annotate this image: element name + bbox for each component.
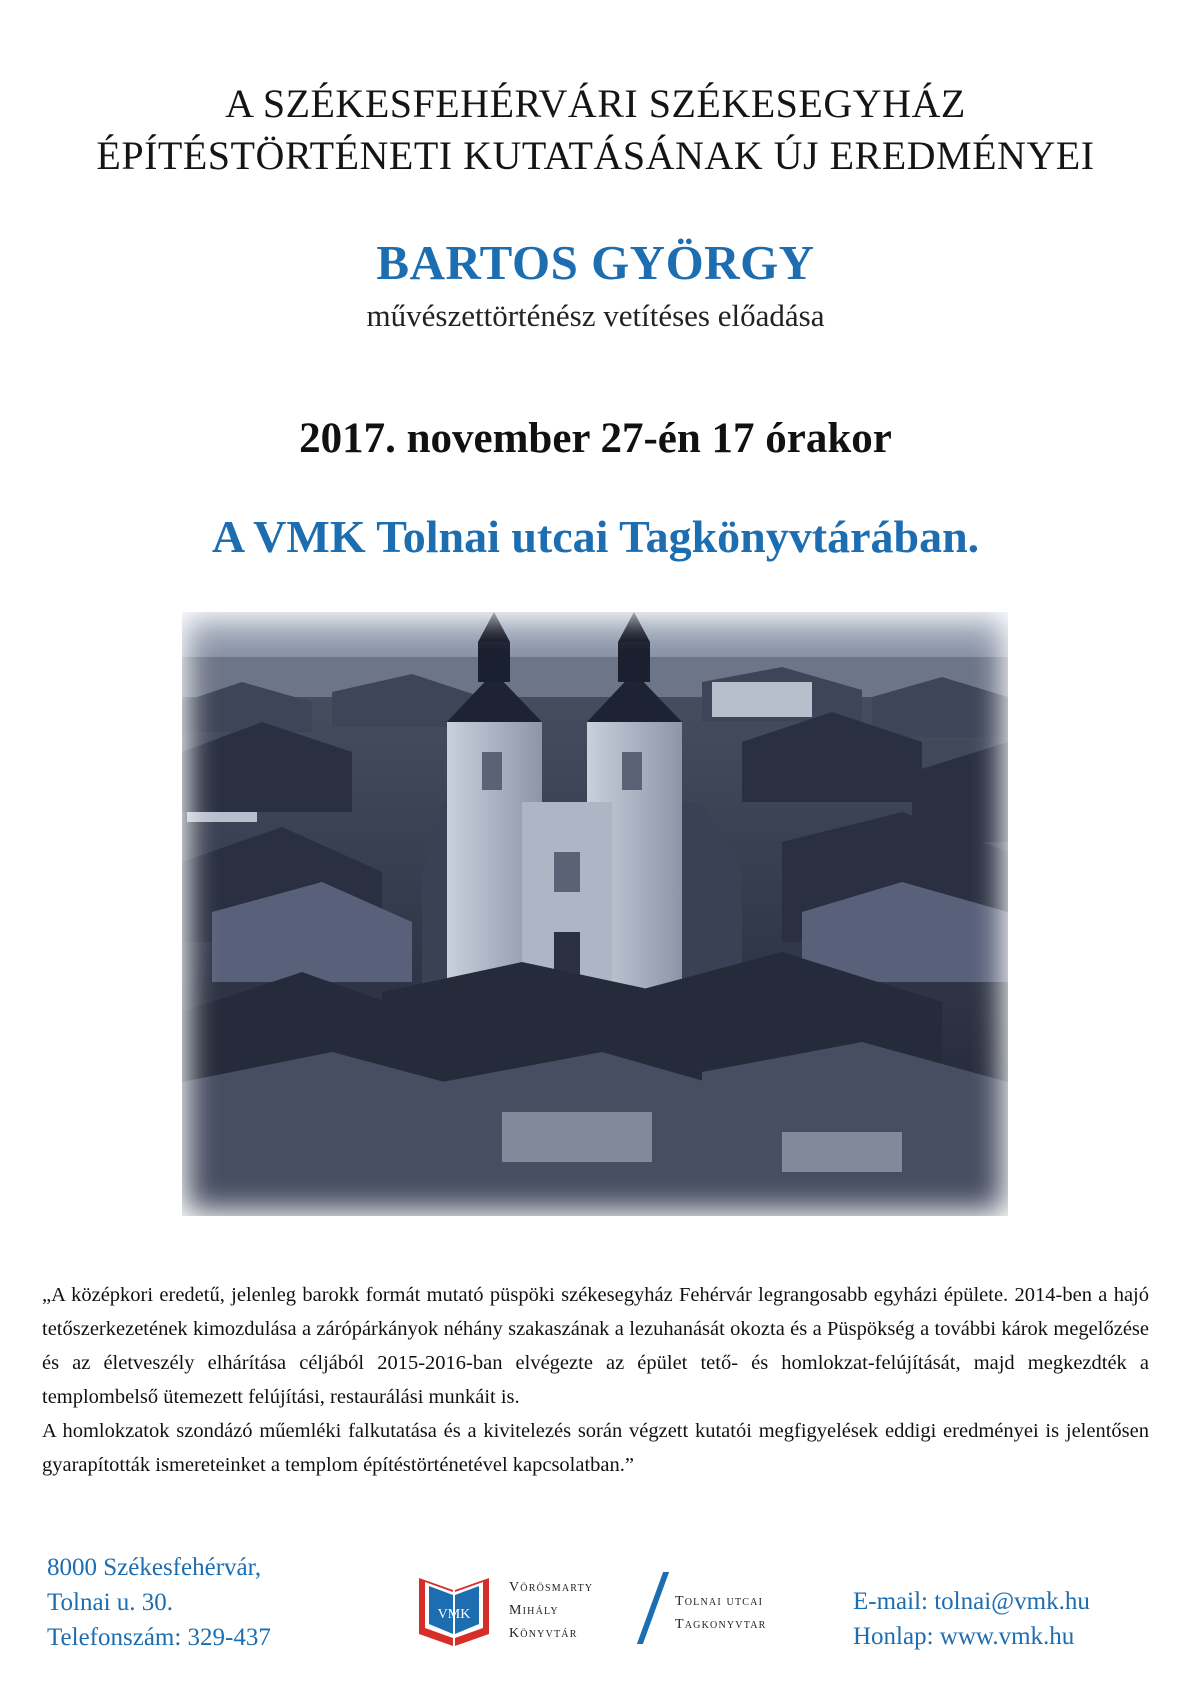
event-datetime: 2017. november 27-én 17 órakor <box>299 415 892 462</box>
quote-text <box>42 1278 1149 1482</box>
library-name-line-3: Könyvtár <box>509 1626 578 1641</box>
branch-name-line-1: Tolnai utcai <box>675 1594 764 1609</box>
event-venue: A VMK Tolnai utcai Tagkönyvtárában. <box>211 511 980 562</box>
library-name-line-2: Mihály <box>509 1603 559 1618</box>
logo-divider <box>637 1572 669 1644</box>
address-line-2: Tolnai u. 30. <box>47 1589 174 1616</box>
quote-paragraph-2: A homlokzatok szondázó műemléki falkutatása és a kivitelezés során végzett kutatói megfigyelések eddigi eredményei is jelentősen gyarapították ismereteinket a templom építéstörténetével kapcsolatban.” <box>42 1420 1149 1476</box>
library-logo <box>413 1568 793 1668</box>
book-logo-icon <box>413 1568 495 1650</box>
address-line-1: 8000 Székesfehérvár, <box>47 1554 262 1581</box>
cathedral-photo <box>182 612 1008 1216</box>
library-name-line-1: Vörösmarty <box>509 1580 594 1595</box>
website-link[interactable]: Honlap: www.vmk.hu <box>853 1623 1075 1650</box>
library-name <box>509 1576 593 1645</box>
title-line-1: A SZÉKESFEHÉRVÁRI SZÉKESEGYHÁZ <box>225 81 966 126</box>
phone-number: Telefonszám: 329-437 <box>47 1624 271 1651</box>
branch-name-line-2: Tagkonyvtar <box>675 1617 767 1632</box>
logo-mark-text: VMK <box>437 1607 471 1622</box>
speaker-name: BARTOS GYÖRGY <box>376 235 815 290</box>
speaker-subtitle: művészettörténész vetítéses előadása <box>366 298 825 333</box>
poster-title <box>0 78 1191 182</box>
email-link[interactable]: E-mail: tolnai@vmk.hu <box>853 1588 1090 1615</box>
address-block <box>47 1550 271 1655</box>
contact-block <box>853 1584 1090 1654</box>
branch-name <box>675 1590 767 1636</box>
quote-paragraph-1: „A középkori eredetű, jelenleg barokk formát mutató püspöki székesegyház Fehérvár legrangosabb egyházi épülete. 2014-ben a hajó tetőszerkezetének kimozdulása a zárópárkányok néhány szakaszának a lezuhanását okozta és a Püspökség a további károk megelőzése és az életveszély elhárítása céljából 2015-2016-ban elvégezte az épület tető- és homlokzat-felújítását, majd megkezdték a templombelső ütemezett felújítási, restaurálási munkáit is. <box>42 1284 1149 1408</box>
title-line-2: ÉPÍTÉSTÖRTÉNETI KUTATÁSÁNAK ÚJ EREDMÉNYEI <box>96 133 1095 178</box>
